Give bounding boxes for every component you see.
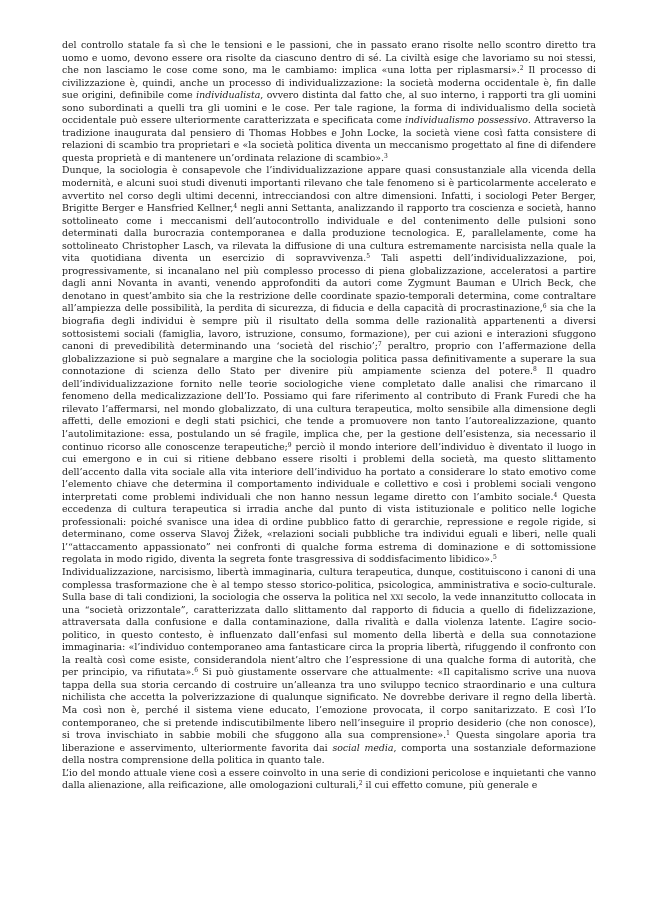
- text-run: del controllo statale fa sì che le tensioni e le passioni, che in passato erano risolte nello scontro diretto tra uomo e uomo, devono essere ora risolte da ciascuno dentro di sé. La civiltà esige che lavoriamo su noi stessi, che non lasciamo le cose come sono, ma le cambiamo: implica «una lotta per riplasmarsi».: [62, 40, 596, 77]
- text-run: il cui effetto comune, più generale e: [362, 780, 538, 792]
- footnote-ref: 2: [519, 65, 524, 73]
- footnote-ref: 6: [542, 303, 547, 311]
- emphasis-text: individualismo possessivo: [405, 115, 528, 127]
- footnote-ref: 9: [287, 441, 292, 449]
- paragraph: [62, 567, 596, 768]
- text-run: Questa eccedenza di cultura terapeutica si irradia anche dal punto di vista istituzionale e politico nelle logiche professionali: poiché svanisce una idea di ordine pubblico fatto di gerarchie, repressione e regole rigide, si determinano, come osserva Slavoj Žižek, «relazioni sociali pubbliche tra individui eguali e liberi, nelle quali l’“attaccamento appassionato” nei confronti di qualche forma estrema di dominazione e di sottomissione regolata in modo rigido, diventa la segreta fonte trasgressiva di soddisfacimento libidico».: [62, 491, 596, 566]
- document-page: [62, 40, 596, 793]
- text-run: perciò il mondo interiore dell’individuo è diventato il luogo in cui emergono e in cui si ritiene debbano essere risolti i problemi della società, ma questo slittamento dell’accento dalla vita sociale alla vita interiore dell’individuo ha portato a considerare lo stato emotivo come l’elemento chiave che determina il comportamento individuale e collettivo e così i problemi sociali vengono interpretati come problemi individuali che non hanno nessun legame diretto con l’ambito sociale.: [62, 441, 597, 503]
- text-run: Individualizzazione, narcisismo, libertà immaginaria, cultura terapeutica, dunque, costituiscono i canoni di una complessa trasformazione che è al tempo stesso storico-politica, psicologica, amministrativa e socio-culturale. Sulla base di tali condizioni, la sociologia che osserva la politica nel: [62, 566, 596, 604]
- text-run: peraltro, proprio con l’affermazione della globalizzazione si può segnalare a margine che la sociologia politica passa definitivamente a superare la sua connotazione di scienza dello Stato per divenire più ampiamente scienza del potere.: [62, 341, 596, 378]
- text-run: Tali aspetti dell’individualizzazione, poi, progressivamente, si incanalano nel più complesso processo di piena globalizzazione, acceleratosi a partire dagli anni Novanta in avanti, venendo approfonditi da autori come Zygmunt Bauman e Ulrich Beck, che denotano in quest’ambito sia che la restrizione delle coordinate spazio-temporali determina, come contraltare all’ampiezza delle possibilità, la perdita di sicurezza, di fiducia e della capacità di procrastinazione,: [62, 253, 596, 315]
- small-caps-text: xxi: [390, 592, 404, 604]
- text-run: Il quadro dell’individualizzazione fornito nelle teorie sociologiche viene completato dalle analisi che rimarcano il fenomeno della medicalizzazione dell’Io. Possiamo qui fare riferimento al contributo di Frank Furedi che ha rilevato l’affermarsi, nel mondo globalizzato, di una cultura terapeutica, molto sensibile alla dimensione degli affetti, delle emozioni e degli stati psichici, che tende a promuovere non tanto l’autorealizzazione, quanto l’autolimitazione: essa, postulando un sé fragile, implica che, per la gestione dell’esistenza, sia necessario il continuo ricorso alle conoscenze terapeutiche;: [62, 366, 596, 453]
- text-run: sia che la biografia degli individui è sempre più il risultato della somma delle razionalità appartenenti a diversi sottosistemi sociali (famiglia, lavoro, istruzione, consumo, formazione), per cui azioni e interazioni sfuggono canoni di prevedibilità determinando una ‘società del rischio’;: [62, 303, 596, 353]
- footnote-ref: 1: [446, 730, 450, 738]
- text-run: , ovvero distinta dal fatto che, al suo interno, i rapporti tra gli uomini sono subordinati a quelli tra gli uomini e le cose. Per tale ragione, la forma di individualismo della società occidentale può essere ulteriormente caratterizzata e specificata come: [62, 90, 596, 127]
- text-run: secolo, la vede innanzitutto collocata in una “società orizzontale”, caratterizzata dallo slittamento dal rapporto di fiducia a quello di fidelizzazione, attraversata dalla confusione e dalla contaminazione, dalla rivalità e dalla violenza latente. L’agire socio-politico, in questo contesto, è influenzato dall’enfasi sul momento della libertà e della sua connotazione immaginaria: «l’individuo contemporaneo ama fantasticare circa la propria libertà, rifuggendo il confronto con la realtà così come esiste, considerandola nient’altro che l’espressione di una qualche forma di autorità, che per principio, va rifiutata».: [62, 592, 596, 679]
- text-run: L’io del mondo attuale viene così a essere coinvolto in una serie di condizioni pericolose e inquietanti che vanno dalla alienazione, alla reificazione, alle omologazioni culturali,: [62, 767, 596, 792]
- footnote-ref: 5: [493, 554, 497, 562]
- footnote-ref: 4: [233, 203, 238, 211]
- text-run: Dunque, la sociologia è consapevole che l’individualizzazione appare quasi consustanziale alla vicenda della modernità, e alcuni suoi studi divenuti importanti rilevano che tale fenomeno si è particolarmente accelerato e avvertito nel corso degli ultimi decenni, intrecciandosi con altre dimensioni. Infatti, i sociologi Peter Berger, Brigitte Berger e Hansfried Kellner,: [62, 165, 596, 215]
- paragraph: [62, 768, 596, 793]
- footnote-ref: 6: [194, 667, 199, 675]
- footnote-ref: 7: [377, 341, 382, 349]
- text-run: Questa singolare aporia tra liberazione e asservimento, ulteriormente favorita dai: [62, 730, 596, 754]
- text-run: negli anni Settanta, analizzando il rapporto tra coscienza e società, hanno sottolineato come i meccanismi dell’autocontrollo individuale e del contenimento delle pulsioni sono determinati dalla burocrazia contemporanea e dalla produzione tecnologica. E, parallelamente, come ha sottolineato Christopher Lasch, va rilevata la diffusione di una cultura estremamente narcisista nella quale la vita quotidiana diventa un esercizio di sopravvivenza.: [62, 203, 596, 265]
- text-run: Si può giustamente osservare che attualmente: «Il capitalismo scrive una nuova tappa della sua storia cercando di costruire un’alleanza tra uno sviluppo tecnico straordinario e una cultura nichilista che accetta la polverizzazione di qualunque significato. Ne dovrebbe derivare il regno della libertà. Ma così non è, perché il sistema viene educato, l’emozione provocata, il corpo sanitarizzato. E così l’Io contemporaneo, che si pretende indiscutibilmente libero nell’inseguire il proprio desiderio (che non conosce), si trova invischiato in sabbie mobili che sfuggono alla sua comprensione».: [62, 667, 597, 742]
- footnote-ref: 8: [533, 366, 537, 374]
- footnote-ref: 3: [383, 152, 388, 160]
- text-run: , comporta una sostanziale deformazione della nostra comprensione della politica in quanto tale.: [62, 742, 596, 767]
- paragraph: [62, 40, 596, 165]
- emphasis-text: social media: [332, 742, 394, 754]
- text-run: . Attraverso la tradizione inaugurata dal pensiero di Thomas Hobbes e John Locke, la società viene così fatta consistere di relazioni di scambio tra proprietari e «la società politica diventa un meccanismo progettato al fine di difendere questa proprietà e di mantenere un’ordinata relazione di scambio».: [62, 115, 596, 164]
- text-run: Il processo di civilizzazione è, quindi, anche un processo di individualizzazione: la società moderna occidentale è, fin dalle sue origini, definibile come: [62, 65, 596, 102]
- emphasis-text: individualista: [196, 90, 261, 102]
- footnote-ref: 5: [366, 253, 371, 261]
- footnote-ref: 4: [553, 491, 558, 499]
- paragraph: [62, 165, 596, 567]
- footnote-ref: 2: [358, 780, 363, 788]
